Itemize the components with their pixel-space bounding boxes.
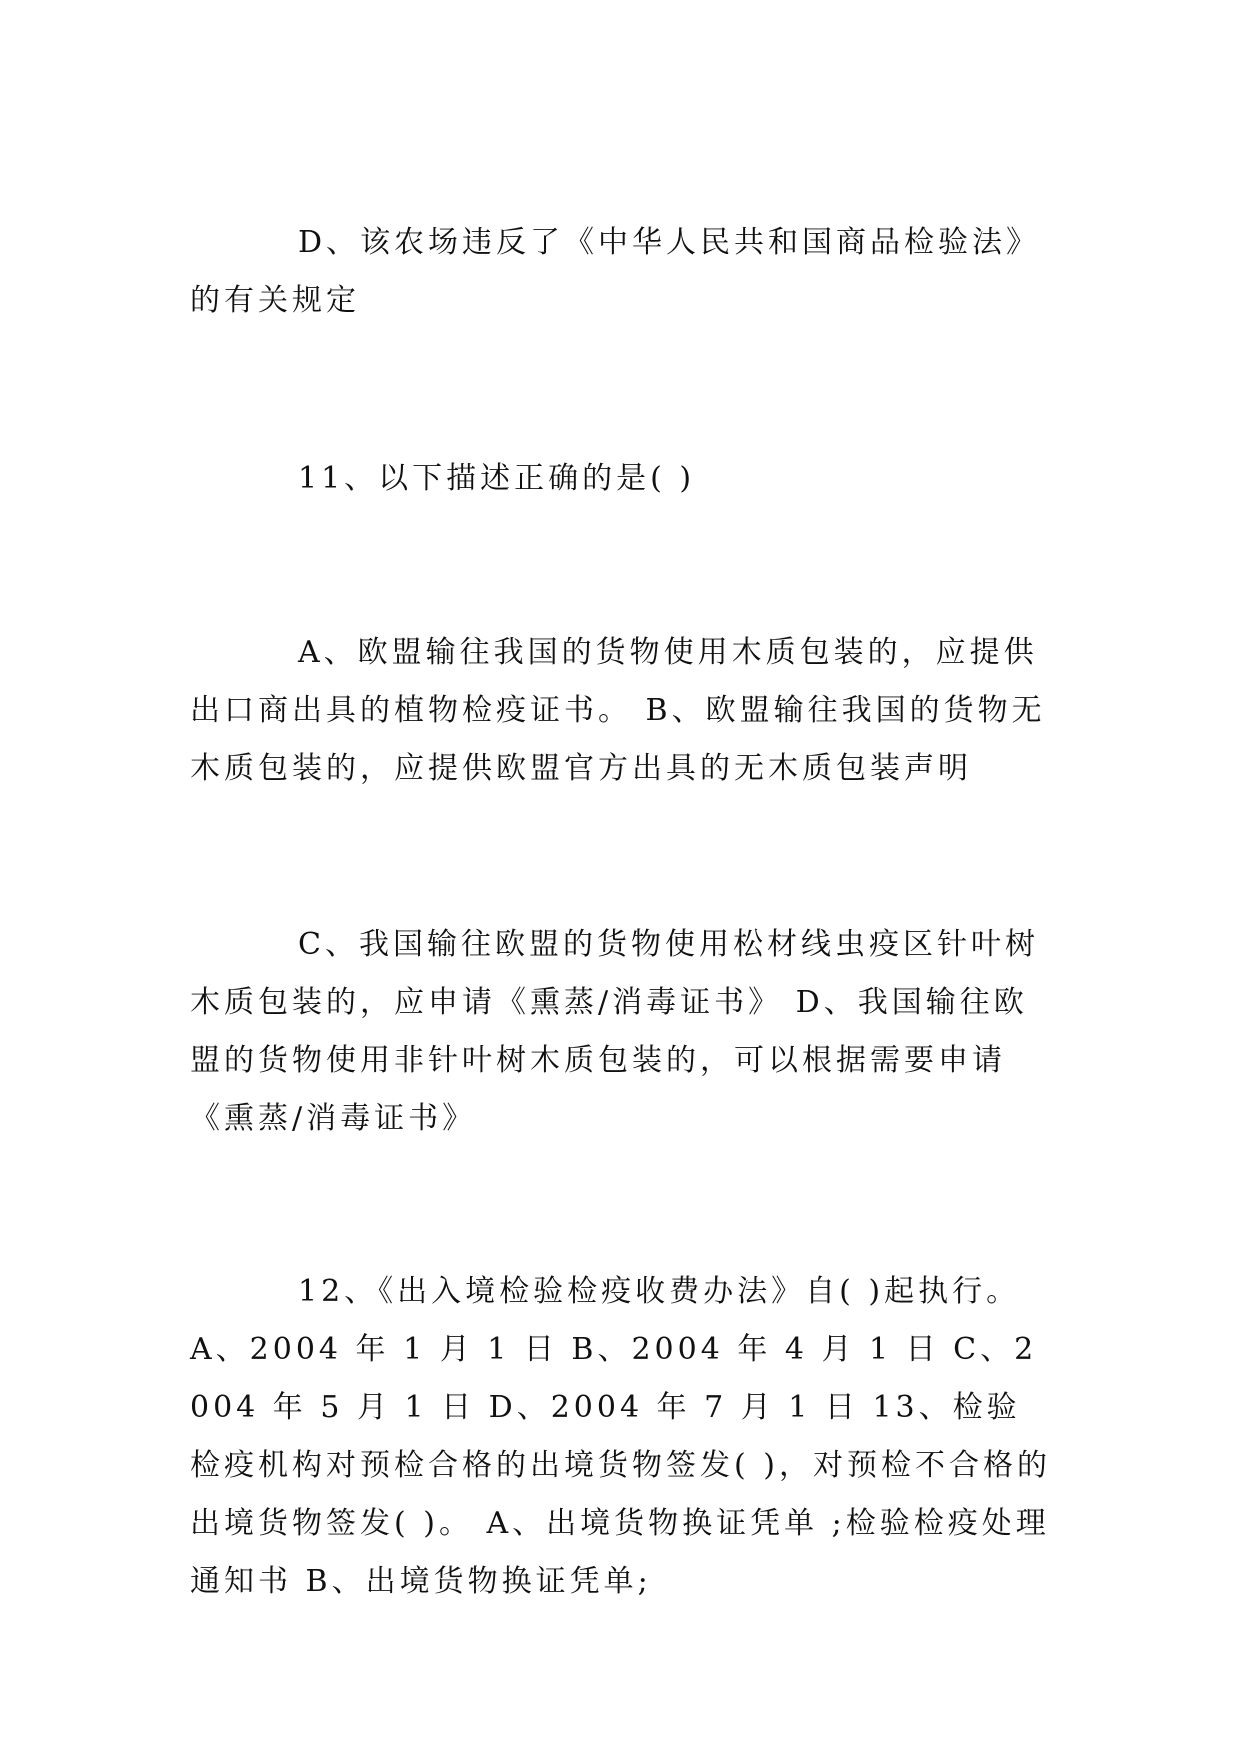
options-c-d-paragraph: C、我国输往欧盟的货物使用松材线虫疫区针叶树木质包装的，应申请《熏蒸/消毒证书》 D、我国输往欧盟的货物使用非针叶树木质包装的，可以根据需要申请《熏蒸/消毒证书》 [190, 927, 1039, 1136]
question-12-13-paragraph: 12、《出入境检验检疫收费办法》自( )起执行。 A、2004 年 1 月 1 日 B、2004 年 4 月 1 日 C、2004 年 5 月 1 日 D、2004 年 7 月 1 日 13、检验检疫机构对预检合格的出境货物签发( )，对预检不合格的出境货物签发( )。 A、出境货物换证凭单 ;检验检疫处理通知书 B、出境货物换证凭单; [190, 1274, 1051, 1599]
options-a-b-paragraph: A、欧盟输往我国的货物使用木质包装的，应提供出口商出具的植物检疫证书。 B、欧盟输往我国的货物无木质包装的，应提供欧盟官方出具的无木质包装声明 [190, 635, 1046, 786]
question-11-paragraph: 11、以下描述正确的是( ) [298, 461, 696, 496]
option-d-paragraph: D、该农场违反了《中华人民共和国商品检验法》的有关规定 [190, 225, 1041, 318]
